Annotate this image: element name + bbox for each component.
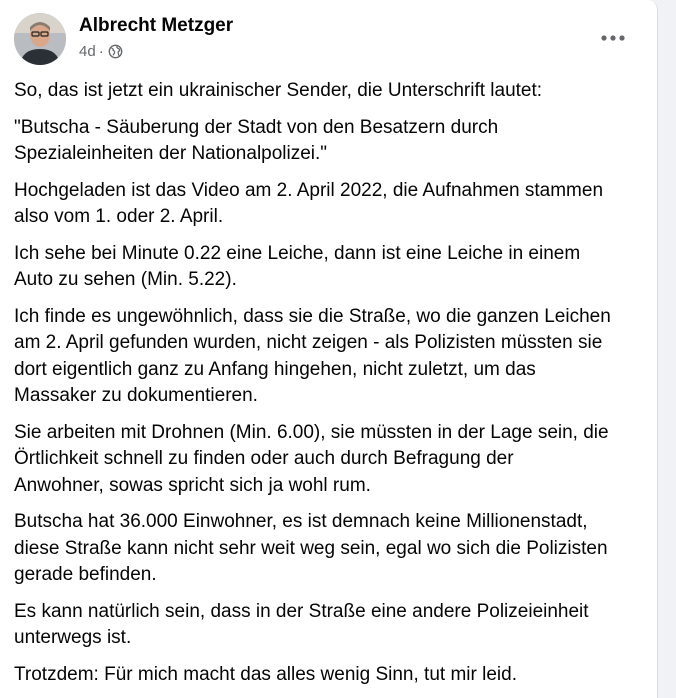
post-body: [14, 78, 644, 698]
author-name[interactable]: Albrecht Metzger: [79, 15, 234, 36]
post-paragraph: So, das ist jetzt ein ukrainischer Sender, die Unterschrift lautet:: [14, 80, 543, 101]
post-paragraph: Ich finde es ungewöhnlich, dass sie die Straße, wo die ganzen Leichen am 2. April gefunden wurden, nicht zeigen - als Polizisten müssten sie dort eigentlich ganz zu Anfang hingehen, nicht zuletzt, um das Massaker zu dokumentieren.: [14, 305, 611, 406]
post-paragraph: Sie arbeiten mit Drohnen (Min. 6.00), sie müssten in der Lage sein, die Örtlichkeit schnell zu finden oder auch durch Befragung der Anwohner, sowas spricht sich ja wohl rum.: [14, 421, 609, 496]
post-paragraph: Trotzdem: Für mich macht das alles wenig Sinn, tut mir leid.: [14, 663, 517, 685]
more-options-button[interactable]: [598, 23, 628, 53]
post-meta: [79, 43, 123, 60]
post-header: [14, 13, 634, 67]
post-paragraph: Ich sehe bei Minute 0.22 eine Leiche, dann ist eine Leiche in einem Auto zu sehen (Min. 5.22).: [14, 242, 581, 290]
post-paragraph: Butscha hat 36.000 Einwohner, es ist demnach keine Millionenstadt, diese Straße kann nicht sehr weit weg sein, egal wo sich die Polizisten gerade befinden.: [14, 511, 608, 585]
post-timestamp[interactable]: 4d: [79, 43, 96, 60]
author-avatar[interactable]: [14, 13, 66, 65]
meta-separator: ·: [98, 43, 104, 60]
more-horizontal-icon: [601, 34, 625, 42]
globe-icon[interactable]: [108, 44, 123, 59]
post-paragraph: "Butscha - Säuberung der Stadt von den Besatzern durch Spezialeinheiten der Nationalpolizei.": [14, 116, 499, 164]
post-paragraph: Es kann natürlich sein, dass in der Straße eine andere Polizeieinheit unterwegs ist.: [14, 600, 589, 648]
post-paragraph: Hochgeladen ist das Video am 2. April 2022, die Aufnahmen stammen also vom 1. oder 2. April.: [14, 179, 604, 227]
